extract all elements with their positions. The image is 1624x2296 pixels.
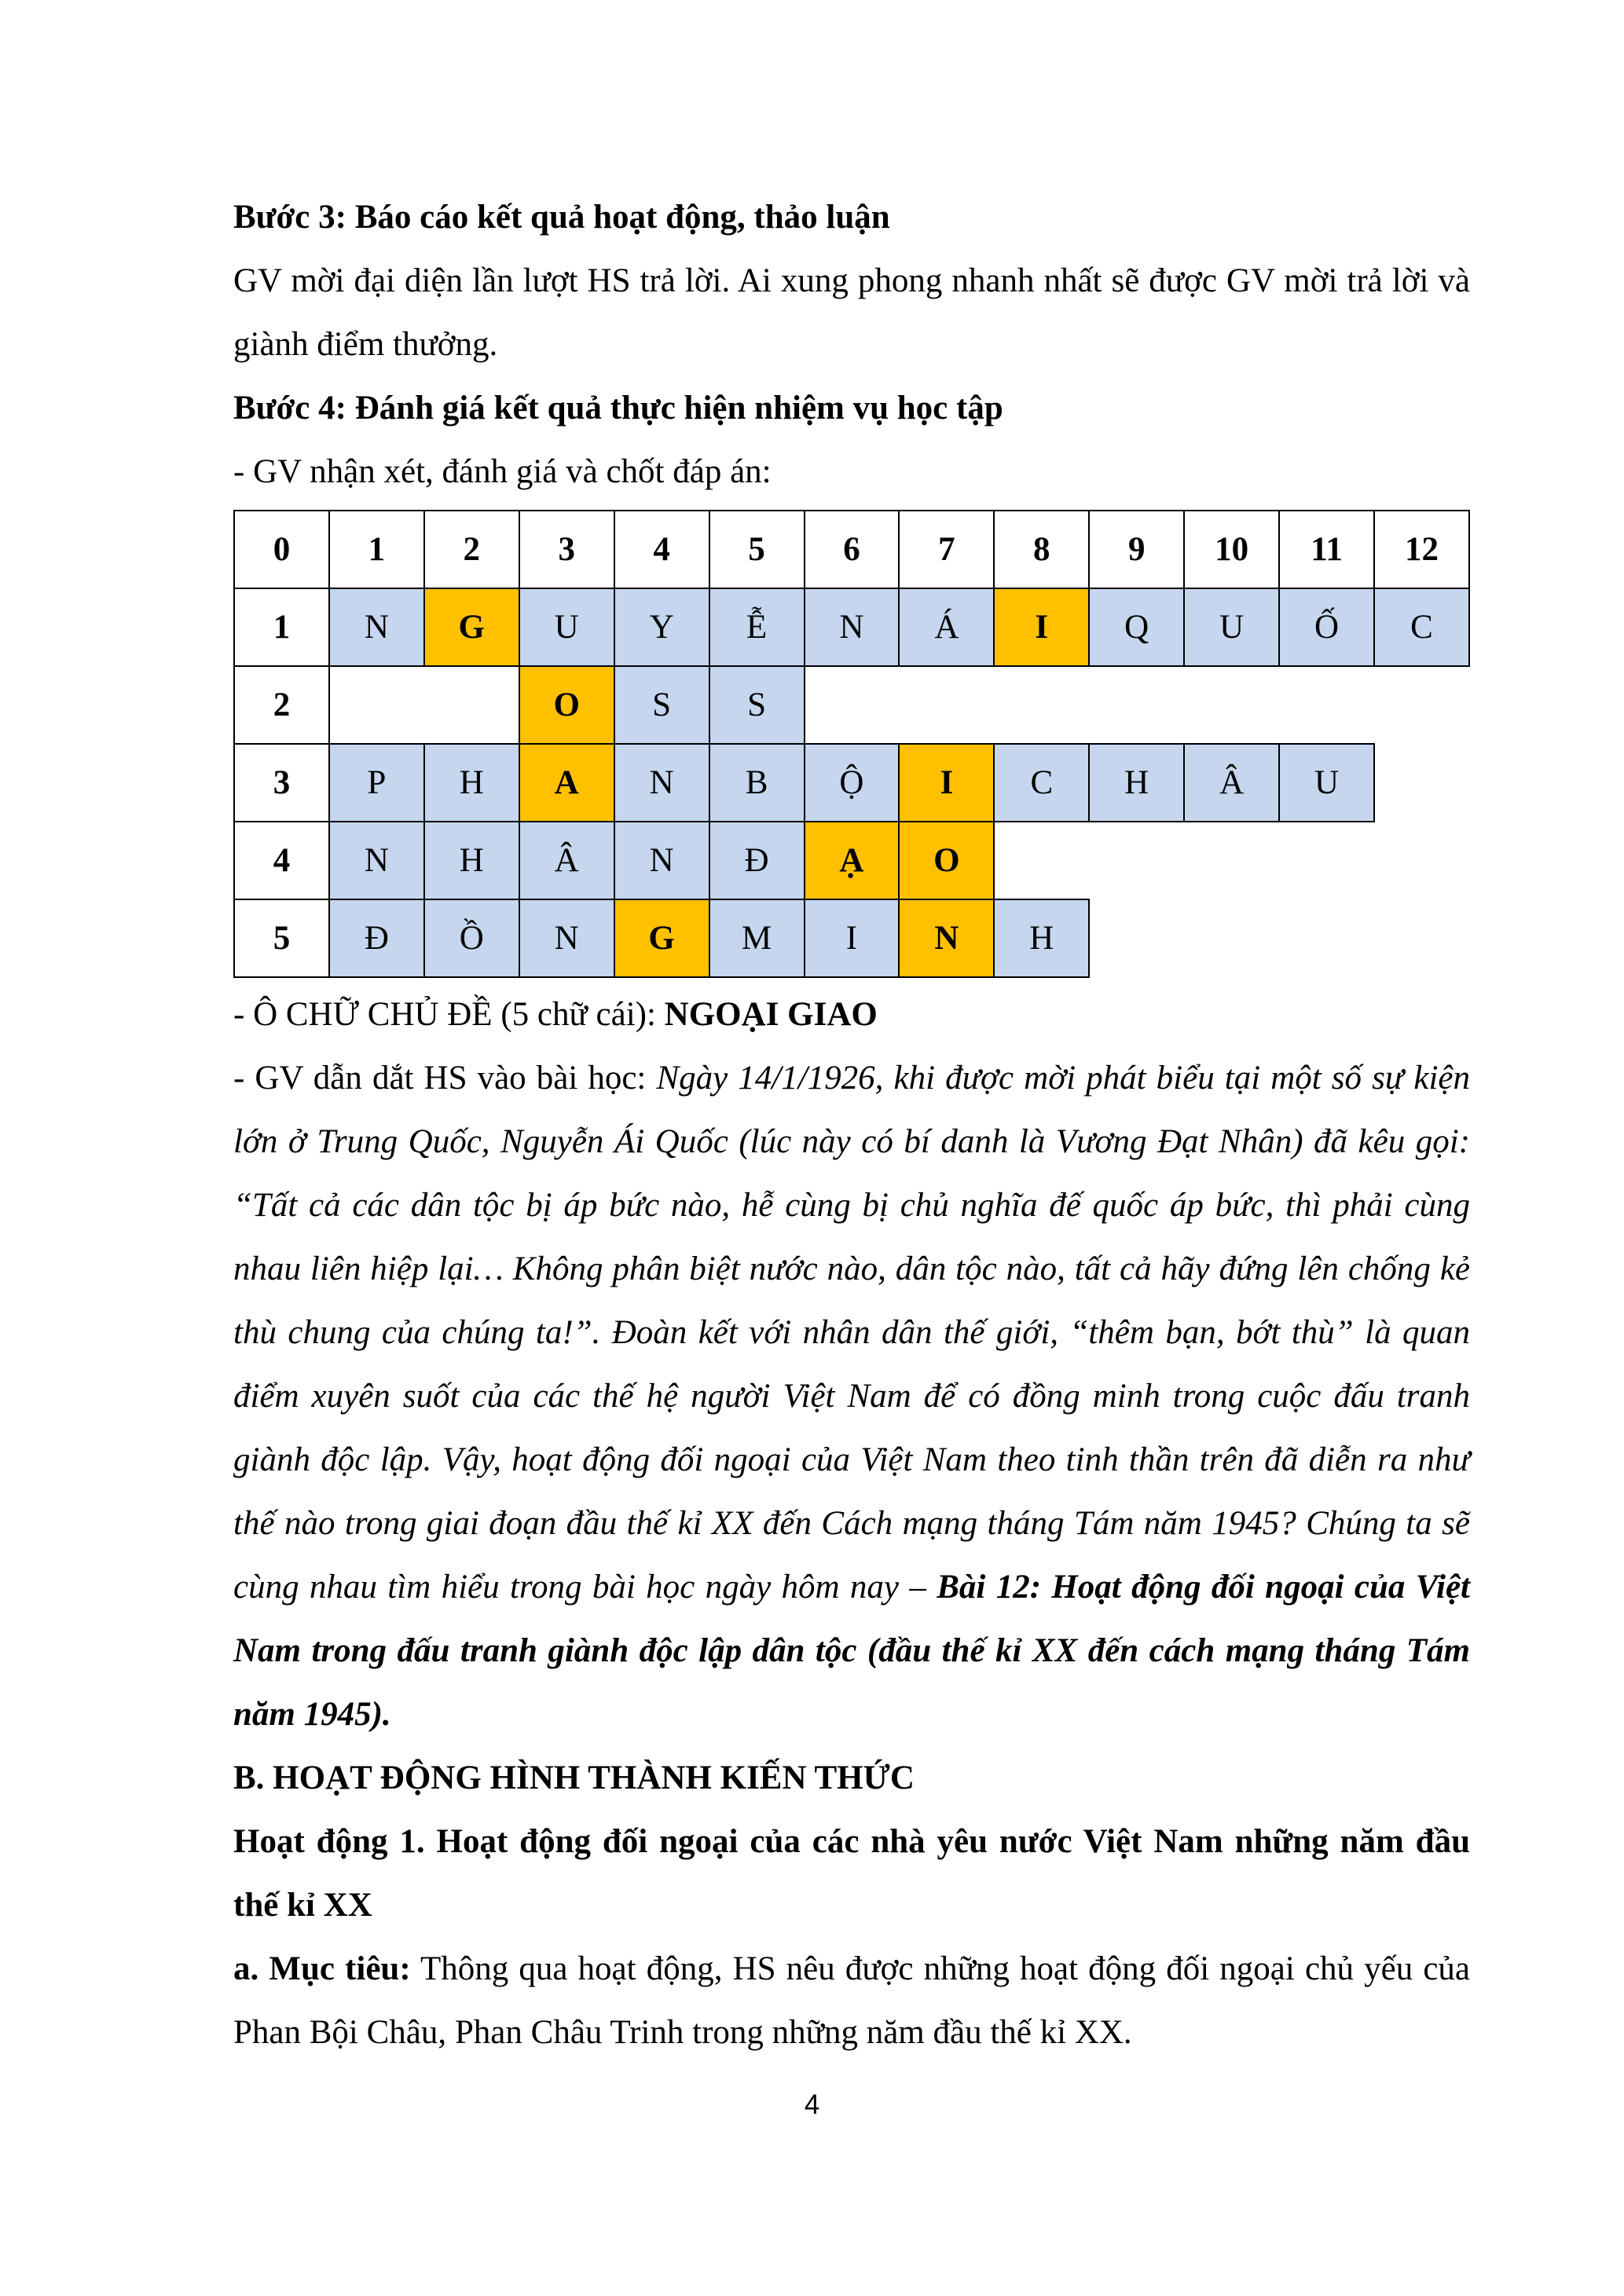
crossword-blank-cell xyxy=(1184,666,1279,744)
crossword-letter-cell: C xyxy=(994,744,1089,822)
crossword-letter-cell: P xyxy=(329,744,424,822)
crossword-blank-cell xyxy=(994,666,1089,744)
lead-in-quote: Ngày 14/1/1926, khi được mời phát biểu tại một số sự kiện lớn ở Trung Quốc, Nguyễn Ái Quốc (lúc này có bí danh là Vương Đạt Nhân) đã kêu gọi: “Tất cả các dân tộc bị áp bức nào, hễ cùng bị chủ nghĩa đế quốc áp bức, thì phải cùng nhau liên hiệp lại… Không phân biệt nước nào, dân tộc nào, tất cả hãy đứng lên chống kẻ thù chung của chúng ta!”. Đoàn kết với nhân dân thế giới, “thêm bạn, bớt thù” là quan điểm xuyên suốt của các thế hệ người Việt Nam để có đồng minh trong cuộc đấu tranh giành độc lập. Vậy, hoạt động đối ngoại của Việt Nam theo tinh thần trên đã diễn ra như thế nào trong giai đoạn đầu thế kỉ XX đến Cách mạng tháng Tám năm 1945? Chúng ta sẽ cùng nhau tìm hiểu trong bài học ngày hôm nay – xyxy=(233,1060,1470,1606)
crossword-header-cell: 8 xyxy=(994,511,1089,588)
crossword-blank-cell xyxy=(1279,666,1374,744)
crossword-header-cell: 1 xyxy=(329,511,424,588)
keyword-line xyxy=(233,983,1470,1046)
crossword-header-cell: 3 xyxy=(519,511,614,588)
crossword-letter-cell: Â xyxy=(1184,744,1279,822)
crossword-letter-cell: N xyxy=(805,588,900,666)
crossword-blank-cell xyxy=(1184,899,1279,977)
page-content xyxy=(233,185,1470,2064)
crossword-letter-cell: Đ xyxy=(329,899,424,977)
keyword-answer: NGOẠI GIAO xyxy=(664,996,878,1033)
crossword-letter-cell: U xyxy=(1184,588,1279,666)
crossword-key-letter-cell: I xyxy=(994,588,1089,666)
crossword-key-letter-cell: G xyxy=(614,899,709,977)
crossword-key-letter-cell: O xyxy=(519,666,614,744)
crossword-letter-cell: N xyxy=(614,822,709,899)
crossword-header-cell: 11 xyxy=(1279,511,1374,588)
crossword-letter-cell: Ố xyxy=(1279,588,1374,666)
crossword-key-letter-cell: A xyxy=(519,744,614,822)
crossword-letter-cell: N xyxy=(329,822,424,899)
crossword-letter-cell: S xyxy=(614,666,709,744)
crossword-row xyxy=(234,899,1469,977)
crossword-row xyxy=(234,588,1469,666)
crossword-letter-cell: U xyxy=(519,588,614,666)
crossword-blank-cell xyxy=(1184,822,1279,899)
goal-text: Thông qua hoạt động, HS nêu được những hoạt động đối ngoại chủ yếu của Phan Bội Châu, Phan Châu Trinh trong những năm đầu thế kỉ XX. xyxy=(233,1950,1471,2051)
crossword-header-cell: 7 xyxy=(899,511,994,588)
crossword-letter-cell: B xyxy=(709,744,805,822)
step4-heading: Bước 4: Đánh giá kết quả thực hiện nhiệm vụ học tập xyxy=(233,390,1003,427)
crossword-key-letter-cell: N xyxy=(899,899,994,977)
crossword-header-cell: 0 xyxy=(234,511,329,588)
crossword-letter-cell: N xyxy=(519,899,614,977)
crossword-letter-cell: N xyxy=(329,588,424,666)
lead-in-paragraph xyxy=(233,1046,1470,1746)
crossword-letter-cell: H xyxy=(424,822,519,899)
crossword-letter-cell: Ộ xyxy=(805,744,900,822)
crossword-key-letter-cell: I xyxy=(899,744,994,822)
crossword-blank-cell xyxy=(1374,666,1469,744)
crossword-letter-cell: Á xyxy=(899,588,994,666)
crossword-row-number: 1 xyxy=(234,588,329,666)
crossword-letter-cell: C xyxy=(1374,588,1469,666)
lesson-title: Bài 12: Hoạt động đối ngoại của Việt Nam trong đấu tranh giành độc lập dân tộc (đầu thế kỉ XX đến cách mạng tháng Tám năm 1945). xyxy=(233,1569,1470,1733)
crossword-blank-cell xyxy=(805,666,900,744)
crossword-row xyxy=(234,744,1469,822)
crossword-header-cell: 9 xyxy=(1089,511,1184,588)
crossword-letter-cell: I xyxy=(805,899,900,977)
crossword-row xyxy=(234,666,1469,744)
crossword-letter-cell: S xyxy=(709,666,805,744)
crossword-header-cell: 4 xyxy=(614,511,709,588)
crossword-row-number: 4 xyxy=(234,822,329,899)
crossword-letter-cell: N xyxy=(614,744,709,822)
crossword-header-cell: 12 xyxy=(1374,511,1469,588)
crossword-letter-cell: Đ xyxy=(709,822,805,899)
crossword-blank-cell xyxy=(1089,822,1184,899)
crossword-key-letter-cell: O xyxy=(899,822,994,899)
goal-paragraph xyxy=(233,1937,1470,2064)
page-number: 4 xyxy=(804,2089,820,2120)
crossword-header-cell: 10 xyxy=(1184,511,1279,588)
lead-in-prefix: - GV dẫn dắt HS vào bài học: xyxy=(233,1060,657,1097)
section-b-heading: B. HOẠT ĐỘNG HÌNH THÀNH KIẾN THỨC xyxy=(233,1760,915,1796)
crossword-blank-cell xyxy=(994,822,1089,899)
crossword-blank-cell xyxy=(1374,744,1469,822)
crossword-table xyxy=(233,510,1470,978)
crossword-letter-cell: Â xyxy=(519,822,614,899)
crossword-header-cell: 5 xyxy=(709,511,805,588)
crossword-blank-cell xyxy=(1279,822,1374,899)
crossword-letter-cell: Ễ xyxy=(709,588,805,666)
crossword-empty-cell xyxy=(329,666,424,744)
crossword-header-row xyxy=(234,511,1469,588)
crossword-letter-cell: Q xyxy=(1089,588,1184,666)
keyword-label: - Ô CHỮ CHỦ ĐỀ (5 chữ cái): xyxy=(233,996,665,1033)
crossword-empty-cell xyxy=(424,666,519,744)
crossword-blank-cell xyxy=(1279,899,1374,977)
step3-body: GV mời đại diện lần lượt HS trả lời. Ai xung phong nhanh nhất sẽ được GV mời trả lời và giành điểm thưởng. xyxy=(233,262,1470,363)
crossword-blank-cell xyxy=(1374,822,1469,899)
crossword-blank-cell xyxy=(899,666,994,744)
crossword-row-number: 5 xyxy=(234,899,329,977)
crossword-blank-cell xyxy=(1374,899,1469,977)
crossword-blank-cell xyxy=(1089,899,1184,977)
crossword-row-number: 3 xyxy=(234,744,329,822)
crossword-blank-cell xyxy=(1089,666,1184,744)
crossword-row xyxy=(234,822,1469,899)
crossword-header-cell: 6 xyxy=(805,511,900,588)
step4-intro: - GV nhận xét, đánh giá và chốt đáp án: xyxy=(233,453,772,490)
crossword-row-number: 2 xyxy=(234,666,329,744)
activity1-heading: Hoạt động 1. Hoạt động đối ngoại của các nhà yêu nước Việt Nam những năm đầu thế kỉ XX xyxy=(233,1823,1470,1924)
crossword-key-letter-cell: G xyxy=(424,588,519,666)
crossword-letter-cell: U xyxy=(1279,744,1374,822)
goal-label: a. Mục tiêu: xyxy=(233,1950,411,1987)
crossword-header-cell: 2 xyxy=(424,511,519,588)
crossword-letter-cell: H xyxy=(1089,744,1184,822)
crossword-letter-cell: Ồ xyxy=(424,899,519,977)
crossword-letter-cell: H xyxy=(424,744,519,822)
crossword-key-letter-cell: Ạ xyxy=(805,822,900,899)
crossword-letter-cell: M xyxy=(709,899,805,977)
step3-heading: Bước 3: Báo cáo kết quả hoạt động, thảo luận xyxy=(233,199,890,236)
crossword-letter-cell: H xyxy=(994,899,1089,977)
crossword-letter-cell: Y xyxy=(614,588,709,666)
